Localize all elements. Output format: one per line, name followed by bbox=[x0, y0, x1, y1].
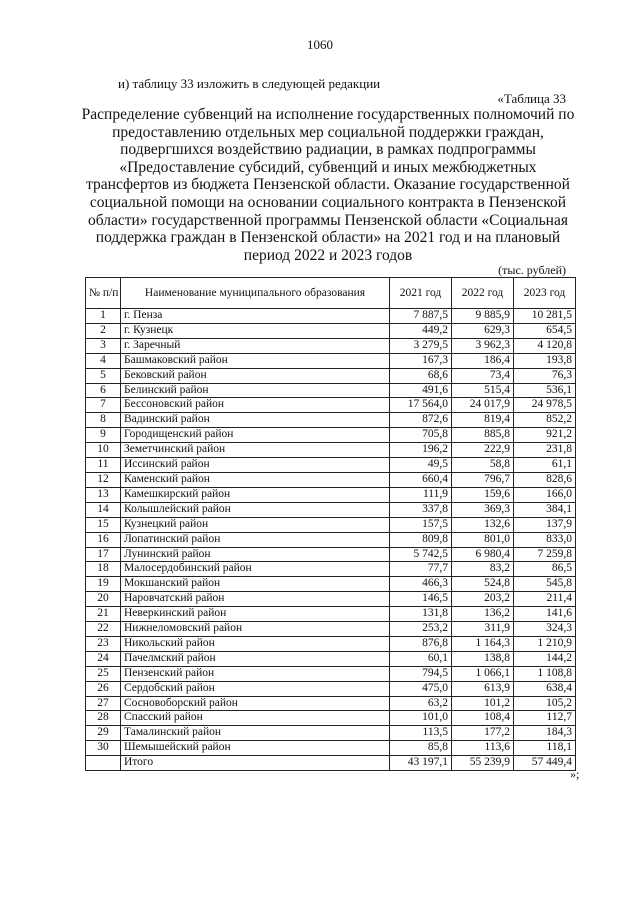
cell-y2022: 311,9 bbox=[452, 622, 514, 637]
cell-y2022: 613,9 bbox=[452, 681, 514, 696]
cell-y2022: 515,4 bbox=[452, 383, 514, 398]
units-note: (тыс. рублей) bbox=[498, 263, 566, 277]
cell-y2022: 1 066,1 bbox=[452, 666, 514, 681]
cell-y2021: 809,8 bbox=[390, 532, 452, 547]
table-row bbox=[86, 309, 576, 324]
table-row bbox=[86, 398, 576, 413]
cell-y2021: 475,0 bbox=[390, 681, 452, 696]
cell-y2023: 137,9 bbox=[514, 517, 576, 532]
cell-y2022: 369,3 bbox=[452, 502, 514, 517]
total-y2021: 43 197,1 bbox=[390, 756, 452, 771]
table-row bbox=[86, 517, 576, 532]
cell-y2022: 177,2 bbox=[452, 726, 514, 741]
cell-y2021: 5 742,5 bbox=[390, 547, 452, 562]
amendment-intro: и) таблицу 33 изложить в следующей редакции bbox=[118, 76, 381, 91]
cell-num: 28 bbox=[86, 711, 121, 726]
cell-y2023: 231,8 bbox=[514, 443, 576, 458]
cell-num: 3 bbox=[86, 338, 121, 353]
cell-y2023: 211,4 bbox=[514, 592, 576, 607]
cell-y2023: 833,0 bbox=[514, 532, 576, 547]
table-row bbox=[86, 323, 576, 338]
cell-y2021: 49,5 bbox=[390, 458, 452, 473]
cell-name: г. Кузнецк bbox=[121, 323, 390, 338]
cell-y2022: 186,4 bbox=[452, 353, 514, 368]
cell-num: 12 bbox=[86, 472, 121, 487]
table-header-row bbox=[86, 278, 576, 309]
cell-y2022: 73,4 bbox=[452, 368, 514, 383]
cell-y2023: 1 210,9 bbox=[514, 636, 576, 651]
cell-num: 8 bbox=[86, 413, 121, 428]
cell-y2021: 60,1 bbox=[390, 651, 452, 666]
cell-name: Лунинский район bbox=[121, 547, 390, 562]
cell-name: Сердобский район bbox=[121, 681, 390, 696]
cell-y2022: 9 885,9 bbox=[452, 309, 514, 324]
cell-y2023: 118,1 bbox=[514, 741, 576, 756]
table-row bbox=[86, 696, 576, 711]
cell-y2022: 796,7 bbox=[452, 472, 514, 487]
cell-name: Лопатинский район bbox=[121, 532, 390, 547]
cell-y2022: 138,8 bbox=[452, 651, 514, 666]
cell-y2022: 819,4 bbox=[452, 413, 514, 428]
cell-y2021: 131,8 bbox=[390, 607, 452, 622]
table-body bbox=[86, 309, 576, 771]
cell-name: Никольский район bbox=[121, 636, 390, 651]
cell-name: Земетчинский район bbox=[121, 443, 390, 458]
cell-y2022: 801,0 bbox=[452, 532, 514, 547]
cell-num: 20 bbox=[86, 592, 121, 607]
cell-y2022: 6 980,4 bbox=[452, 547, 514, 562]
cell-name: Неверкинский район bbox=[121, 607, 390, 622]
cell-name: Башмаковский район bbox=[121, 353, 390, 368]
header-num: № п/п bbox=[86, 278, 121, 309]
cell-num: 6 bbox=[86, 383, 121, 398]
cell-num: 29 bbox=[86, 726, 121, 741]
table-row bbox=[86, 353, 576, 368]
table-row bbox=[86, 592, 576, 607]
total-num bbox=[86, 756, 121, 771]
cell-name: Кузнецкий район bbox=[121, 517, 390, 532]
cell-name: Городищенский район bbox=[121, 428, 390, 443]
cell-num: 11 bbox=[86, 458, 121, 473]
cell-y2022: 885,8 bbox=[452, 428, 514, 443]
cell-y2021: 705,8 bbox=[390, 428, 452, 443]
cell-y2022: 58,8 bbox=[452, 458, 514, 473]
cell-num: 18 bbox=[86, 562, 121, 577]
table-row bbox=[86, 636, 576, 651]
cell-y2021: 466,3 bbox=[390, 577, 452, 592]
cell-num: 22 bbox=[86, 622, 121, 637]
cell-name: Каменский район bbox=[121, 472, 390, 487]
cell-num: 27 bbox=[86, 696, 121, 711]
cell-num: 19 bbox=[86, 577, 121, 592]
cell-name: г. Пенза bbox=[121, 309, 390, 324]
table-row bbox=[86, 368, 576, 383]
cell-name: Наровчатский район bbox=[121, 592, 390, 607]
table-title bbox=[70, 106, 586, 264]
header-2022: 2022 год bbox=[452, 278, 514, 309]
cell-name: Тамалинский район bbox=[121, 726, 390, 741]
cell-y2023: 1 108,8 bbox=[514, 666, 576, 681]
cell-num: 7 bbox=[86, 398, 121, 413]
table-row bbox=[86, 577, 576, 592]
cell-name: Шемышейский район bbox=[121, 741, 390, 756]
cell-y2021: 196,2 bbox=[390, 443, 452, 458]
cell-y2023: 852,2 bbox=[514, 413, 576, 428]
header-2021: 2021 год bbox=[390, 278, 452, 309]
table-row bbox=[86, 666, 576, 681]
cell-y2021: 337,8 bbox=[390, 502, 452, 517]
cell-y2022: 108,4 bbox=[452, 711, 514, 726]
cell-y2023: 324,3 bbox=[514, 622, 576, 637]
cell-y2022: 132,6 bbox=[452, 517, 514, 532]
title-line: трансфертов из бюджета Пензенской области. Оказание государственной bbox=[86, 176, 570, 194]
cell-name: Пачелмский район bbox=[121, 651, 390, 666]
cell-name: Камешкирский район bbox=[121, 487, 390, 502]
cell-y2022: 222,9 bbox=[452, 443, 514, 458]
cell-y2021: 101,0 bbox=[390, 711, 452, 726]
cell-y2022: 101,2 bbox=[452, 696, 514, 711]
cell-name: Вадинский район bbox=[121, 413, 390, 428]
table-row bbox=[86, 338, 576, 353]
cell-y2022: 83,2 bbox=[452, 562, 514, 577]
cell-y2022: 524,8 bbox=[452, 577, 514, 592]
subventions-table bbox=[85, 277, 576, 771]
title-line: поддержка граждан в Пензенской области» на 2021 год и на плановый bbox=[95, 229, 561, 247]
header-name: Наименование муниципального образования bbox=[121, 278, 390, 309]
total-row bbox=[86, 756, 576, 771]
cell-num: 30 bbox=[86, 741, 121, 756]
cell-y2022: 136,2 bbox=[452, 607, 514, 622]
cell-y2023: 7 259,8 bbox=[514, 547, 576, 562]
table-row bbox=[86, 487, 576, 502]
cell-num: 1 bbox=[86, 309, 121, 324]
cell-num: 5 bbox=[86, 368, 121, 383]
cell-y2023: 144,2 bbox=[514, 651, 576, 666]
title-line: подвергшихся воздействию радиации, в рамках подпрограммы bbox=[120, 141, 536, 159]
cell-name: Пензенский район bbox=[121, 666, 390, 681]
cell-y2022: 3 962,3 bbox=[452, 338, 514, 353]
title-line: предоставлению отдельных мер социальной поддержки граждан, bbox=[112, 123, 544, 141]
table-row bbox=[86, 532, 576, 547]
cell-name: Мокшанский район bbox=[121, 577, 390, 592]
cell-y2022: 113,6 bbox=[452, 741, 514, 756]
table-label: «Таблица 33 bbox=[497, 91, 566, 106]
table-row bbox=[86, 547, 576, 562]
cell-y2022: 203,2 bbox=[452, 592, 514, 607]
cell-num: 23 bbox=[86, 636, 121, 651]
cell-num: 17 bbox=[86, 547, 121, 562]
table-row bbox=[86, 651, 576, 666]
cell-num: 15 bbox=[86, 517, 121, 532]
cell-y2023: 61,1 bbox=[514, 458, 576, 473]
cell-name: Белинский район bbox=[121, 383, 390, 398]
cell-name: Бековский район bbox=[121, 368, 390, 383]
cell-name: Иссинский район bbox=[121, 458, 390, 473]
cell-name: Колышлейский район bbox=[121, 502, 390, 517]
cell-y2023: 166,0 bbox=[514, 487, 576, 502]
header-2023: 2023 год bbox=[514, 278, 576, 309]
page-number: 1060 bbox=[307, 37, 333, 52]
cell-name: Нижнеломовский район bbox=[121, 622, 390, 637]
cell-name: Сосновоборский район bbox=[121, 696, 390, 711]
cell-y2021: 660,4 bbox=[390, 472, 452, 487]
cell-y2023: 86,5 bbox=[514, 562, 576, 577]
table-row bbox=[86, 726, 576, 741]
cell-y2023: 921,2 bbox=[514, 428, 576, 443]
cell-y2021: 876,8 bbox=[390, 636, 452, 651]
cell-y2021: 85,8 bbox=[390, 741, 452, 756]
cell-y2023: 24 978,5 bbox=[514, 398, 576, 413]
title-line: период 2022 и 2023 годов bbox=[243, 246, 413, 264]
cell-y2022: 1 164,3 bbox=[452, 636, 514, 651]
cell-num: 14 bbox=[86, 502, 121, 517]
table-row bbox=[86, 413, 576, 428]
cell-y2022: 24 017,9 bbox=[452, 398, 514, 413]
table-row bbox=[86, 711, 576, 726]
cell-num: 13 bbox=[86, 487, 121, 502]
cell-y2022: 159,6 bbox=[452, 487, 514, 502]
cell-num: 9 bbox=[86, 428, 121, 443]
cell-y2023: 545,8 bbox=[514, 577, 576, 592]
cell-name: Бессоновский район bbox=[121, 398, 390, 413]
cell-y2023: 4 120,8 bbox=[514, 338, 576, 353]
table-row bbox=[86, 562, 576, 577]
table-row bbox=[86, 681, 576, 696]
table-row bbox=[86, 428, 576, 443]
cell-num: 24 bbox=[86, 651, 121, 666]
cell-num: 21 bbox=[86, 607, 121, 622]
table-row bbox=[86, 458, 576, 473]
cell-y2021: 77,7 bbox=[390, 562, 452, 577]
cell-num: 10 bbox=[86, 443, 121, 458]
cell-num: 4 bbox=[86, 353, 121, 368]
cell-name: г. Заречный bbox=[121, 338, 390, 353]
cell-y2021: 157,5 bbox=[390, 517, 452, 532]
table-row bbox=[86, 741, 576, 756]
table-row bbox=[86, 502, 576, 517]
cell-y2023: 76,3 bbox=[514, 368, 576, 383]
cell-y2021: 872,6 bbox=[390, 413, 452, 428]
cell-y2023: 193,8 bbox=[514, 353, 576, 368]
cell-y2021: 167,3 bbox=[390, 353, 452, 368]
total-name: Итого bbox=[121, 756, 390, 771]
cell-y2023: 141,6 bbox=[514, 607, 576, 622]
cell-y2023: 10 281,5 bbox=[514, 309, 576, 324]
cell-y2021: 449,2 bbox=[390, 323, 452, 338]
cell-num: 26 bbox=[86, 681, 121, 696]
cell-y2023: 384,1 bbox=[514, 502, 576, 517]
closing-mark: »; bbox=[570, 767, 580, 781]
cell-num: 2 bbox=[86, 323, 121, 338]
cell-y2023: 828,6 bbox=[514, 472, 576, 487]
cell-y2021: 491,6 bbox=[390, 383, 452, 398]
table-row bbox=[86, 383, 576, 398]
table-row bbox=[86, 607, 576, 622]
cell-y2021: 17 564,0 bbox=[390, 398, 452, 413]
cell-y2021: 3 279,5 bbox=[390, 338, 452, 353]
cell-y2021: 146,5 bbox=[390, 592, 452, 607]
cell-y2022: 629,3 bbox=[452, 323, 514, 338]
table-row bbox=[86, 622, 576, 637]
cell-y2021: 7 887,5 bbox=[390, 309, 452, 324]
title-line: области» государственной программы Пензенской области «Социальная bbox=[88, 211, 568, 229]
cell-y2023: 638,4 bbox=[514, 681, 576, 696]
total-y2023: 57 449,4 bbox=[514, 756, 576, 771]
cell-y2023: 184,3 bbox=[514, 726, 576, 741]
cell-y2021: 111,9 bbox=[390, 487, 452, 502]
cell-y2021: 68,6 bbox=[390, 368, 452, 383]
cell-y2021: 113,5 bbox=[390, 726, 452, 741]
cell-y2023: 112,7 bbox=[514, 711, 576, 726]
table-row bbox=[86, 443, 576, 458]
title-line: «Предоставление субсидий, субвенций и иных межбюджетных bbox=[119, 158, 537, 176]
total-y2022: 55 239,9 bbox=[452, 756, 514, 771]
cell-y2023: 536,1 bbox=[514, 383, 576, 398]
cell-y2021: 253,2 bbox=[390, 622, 452, 637]
title-line: Распределение субвенций на исполнение государственных полномочий по bbox=[81, 106, 575, 123]
title-line: социальной помощи на основании социального контракта в Пензенской bbox=[89, 193, 567, 211]
cell-name: Спасский район bbox=[121, 711, 390, 726]
cell-num: 16 bbox=[86, 532, 121, 547]
cell-num: 25 bbox=[86, 666, 121, 681]
cell-y2023: 654,5 bbox=[514, 323, 576, 338]
table-row bbox=[86, 472, 576, 487]
cell-y2023: 105,2 bbox=[514, 696, 576, 711]
cell-y2021: 794,5 bbox=[390, 666, 452, 681]
cell-name: Малосердобинский район bbox=[121, 562, 390, 577]
cell-y2021: 63,2 bbox=[390, 696, 452, 711]
